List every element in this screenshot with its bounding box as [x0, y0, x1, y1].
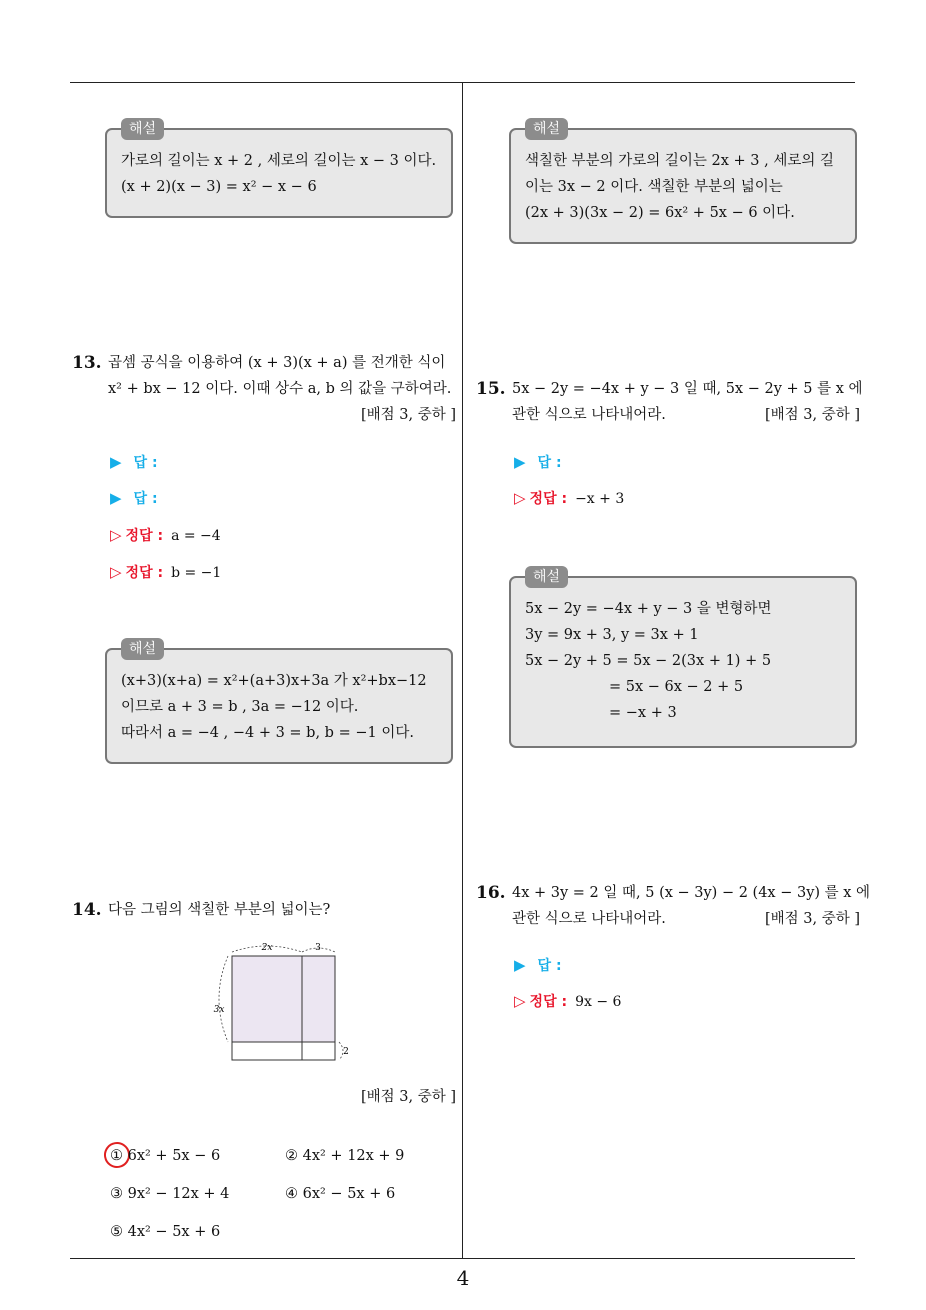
- column-divider: [462, 83, 463, 1258]
- problem-number: 14.: [72, 900, 102, 920]
- answer-field-1[interactable]: [110, 452, 158, 473]
- outline-triangle-icon: ▷: [110, 526, 122, 544]
- problem-14-meta: [72, 1084, 456, 1110]
- correct-label: 정답 :: [125, 528, 164, 544]
- correct-label: 정답 :: [529, 491, 568, 507]
- play-triangle-icon: ▶: [514, 453, 526, 471]
- correct-value: −x + 3: [575, 491, 625, 507]
- explanation-line: 3y = 9x + 3, y = 3x + 1: [525, 627, 699, 643]
- correct-value: b = −1: [171, 565, 222, 581]
- outline-triangle-icon: ▷: [110, 563, 122, 581]
- correct-answer-1: [110, 525, 221, 546]
- choice-4[interactable]: ④ 6x² − 5x + 6: [285, 1186, 396, 1202]
- problem-text: 관한 식으로 나타내어라.: [512, 407, 666, 423]
- explanation-tag: 해설: [121, 638, 164, 660]
- answer-label: 답 :: [537, 455, 562, 471]
- problem-meta: [배점 3, 중하 ]: [764, 911, 860, 927]
- figure-label-left: 3x: [213, 1005, 225, 1015]
- explanation-line: 따라서 a = −4 , −4 + 3 = b, b = −1 이다.: [121, 725, 414, 741]
- problem-text: 곱셈 공식을 이용하여 (x + 3)(x + a) 를 전개한 식이: [108, 355, 446, 371]
- explanation-line: 가로의 길이는 x + 2 , 세로의 길이는 x − 3 이다.: [121, 153, 437, 169]
- explanation-tag: 해설: [525, 118, 568, 140]
- explanation-line: 이므로 a + 3 = b , 3a = −12 이다.: [121, 699, 359, 715]
- figure-label-top-left: 2x: [261, 943, 273, 953]
- answer-field-16[interactable]: [514, 955, 562, 976]
- explanation-box-2: [509, 121, 857, 244]
- correct-answer-2: [110, 562, 221, 583]
- explanation-line: 색칠한 부분의 가로의 길이는 2x + 3 , 세로의 길: [525, 153, 834, 169]
- choice-5[interactable]: ⑤ 4x² − 5x + 6: [110, 1224, 221, 1240]
- explanation-tag: 해설: [525, 566, 568, 588]
- choice-1[interactable]: ① 6x² + 5x − 6: [110, 1148, 221, 1164]
- choice-2[interactable]: ② 4x² + 12x + 9: [285, 1148, 405, 1164]
- answer-label: 답 :: [537, 958, 562, 974]
- correct-answer-15: [514, 488, 624, 509]
- explanation-box-13: [105, 641, 453, 764]
- choice-3[interactable]: ③ 9x² − 12x + 4: [110, 1186, 230, 1202]
- answer-label: 답 :: [133, 491, 158, 507]
- problem-15: [476, 376, 863, 428]
- problem-text: 다음 그림의 색칠한 부분의 넓이는?: [108, 902, 331, 918]
- explanation-line: = 5x − 6x − 2 + 5: [609, 679, 744, 695]
- problem-14: [72, 897, 456, 923]
- problem-meta: [배점 3, 중하 ]: [360, 1089, 456, 1105]
- problem-number: 16.: [476, 883, 506, 903]
- problem-number: 13.: [72, 353, 102, 373]
- outline-triangle-icon: ▷: [514, 992, 526, 1010]
- problem-text: 5x − 2y = −4x + y − 3 일 때, 5x − 2y + 5 를 x 에: [512, 381, 863, 397]
- problem-meta: [배점 3, 중하 ]: [764, 407, 860, 423]
- page-number: 4: [456, 1266, 470, 1290]
- problem-text: x² + bx − 12 이다. 이때 상수 a, b 의 값을 구하여라.: [108, 381, 452, 397]
- problem-number: 15.: [476, 379, 506, 399]
- explanation-box-1: [105, 121, 453, 218]
- figure-label-top-right: 3: [315, 943, 321, 953]
- explanation-line: (x + 2)(x − 3) = x² − x − 6: [121, 179, 317, 195]
- play-triangle-icon: ▶: [514, 956, 526, 974]
- answer-field-15[interactable]: [514, 452, 562, 473]
- rectangle-figure: [208, 938, 352, 1064]
- explanation-line: (2x + 3)(3x − 2) = 6x² + 5x − 6 이다.: [525, 205, 795, 221]
- explanation-line: 5x − 2y = −4x + y − 3 을 변형하면: [525, 601, 772, 617]
- explanation-line: 5x − 2y + 5 = 5x − 2(3x + 1) + 5: [525, 653, 772, 669]
- play-triangle-icon: ▶: [110, 489, 122, 507]
- problem-13: [72, 350, 456, 428]
- correct-answer-16: [514, 991, 621, 1012]
- correct-label: 정답 :: [125, 565, 164, 581]
- explanation-line: = −x + 3: [609, 705, 677, 721]
- problem-meta: [배점 3, 중하 ]: [360, 407, 456, 423]
- problem-16: [476, 880, 871, 932]
- bottom-rule: [70, 1258, 855, 1259]
- figure-label-right: 2: [343, 1047, 349, 1057]
- explanation-box-15: [509, 569, 857, 748]
- outline-triangle-icon: ▷: [514, 489, 526, 507]
- play-triangle-icon: ▶: [110, 453, 122, 471]
- explanation-line: (x+3)(x+a) = x²+(a+3)x+3a 가 x²+bx−12: [121, 673, 427, 689]
- problem-text: 관한 식으로 나타내어라.: [512, 911, 666, 927]
- correct-value: 9x − 6: [575, 994, 622, 1010]
- explanation-line: 이는 3x − 2 이다. 색칠한 부분의 넓이는: [525, 179, 783, 195]
- correct-value: a = −4: [171, 528, 221, 544]
- answer-field-2[interactable]: [110, 488, 158, 509]
- explanation-tag: 해설: [121, 118, 164, 140]
- answer-label: 답 :: [133, 455, 158, 471]
- problem-text: 4x + 3y = 2 일 때, 5 (x − 3y) − 2 (4x − 3y) 를 x 에: [512, 885, 871, 901]
- correct-label: 정답 :: [529, 994, 568, 1010]
